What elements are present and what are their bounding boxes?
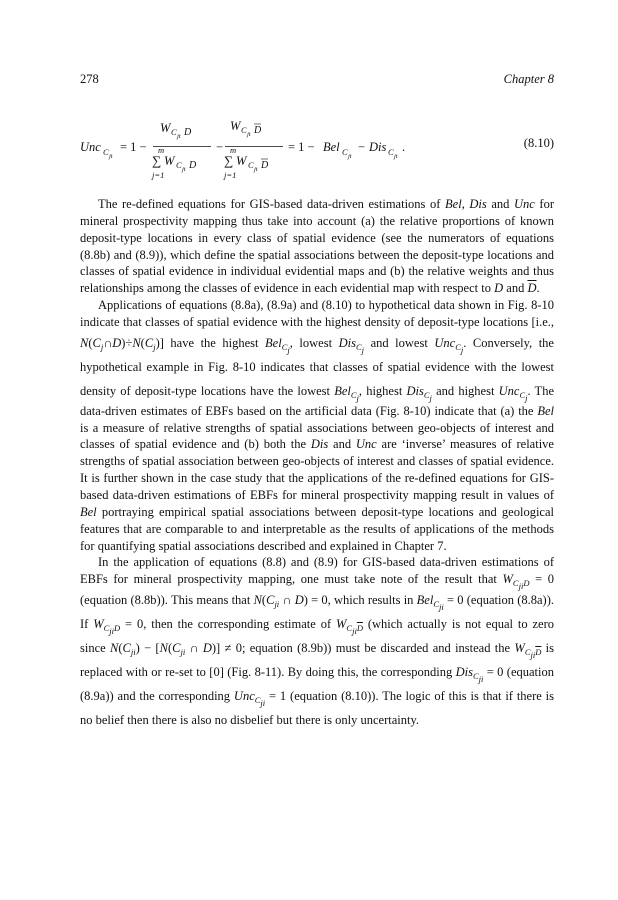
- svg-text:C: C: [388, 147, 394, 157]
- svg-text:Bel: Bel: [323, 140, 340, 154]
- svg-text:= 1 −: = 1 −: [288, 140, 315, 154]
- svg-text:W: W: [164, 154, 175, 168]
- svg-text:jt: jt: [182, 166, 186, 173]
- svg-text:jt: jt: [394, 153, 398, 160]
- svg-text:C: C: [342, 147, 348, 157]
- svg-text:m: m: [230, 145, 237, 155]
- svg-text:Dis: Dis: [369, 140, 387, 154]
- svg-text:−: −: [216, 140, 224, 154]
- running-header: Chapter 8: [503, 72, 554, 86]
- svg-text:jt: jt: [247, 131, 251, 138]
- svg-text:Unc: Unc: [80, 140, 101, 154]
- svg-text:j=1: j=1: [224, 170, 237, 180]
- svg-text:m: m: [158, 145, 165, 155]
- paragraph: In the application of equations (8.8) and (8.9) for GIS-based data-driven estimations of EBFs for mineral prospectivity mapping, one must take note of the result that $W_{C_{ji}D} = 0$ (equation (8.8b)). This means that $N(C_{ji}$ ∩ D) = 0, which results in Bel$_{C_{ji}}$ = 0 (equation (8.8a)). If $W_{C_{ji}D} = 0$, then the corresponding estimate of $W_{C_{ji}\overline{D}}$ (which actually is not equal to zero since $N(C_{ji}) - [N(C_{ji}$ ∩ D)] ≠ 0; equation (8.9b)) must be discarded and instead the $W_{C_{ji}\overline{D}}$ is replaced with or re-set to [0] (Fig. 8-11). By doing this, the corresponding Dis$_{C_{ji}}$ = 0 (equation (8.9a)) and the corresponding Unc$_{C_{ji}}$ = 1 (equation (8.10)). The logic of this is that if there is no belief then there is also no disbelief but there is only uncertainty.: [80, 555, 555, 728]
- body-text: [80, 196, 554, 732]
- svg-text:C: C: [248, 160, 254, 170]
- svg-text:C: C: [171, 127, 177, 137]
- svg-text:jt: jt: [109, 153, 113, 160]
- svg-text:j=1: j=1: [152, 170, 165, 180]
- svg-text:jt: jt: [177, 133, 181, 140]
- svg-text:W: W: [230, 119, 241, 133]
- svg-text:D: D: [184, 127, 192, 138]
- svg-text:.: .: [402, 140, 406, 154]
- svg-text:D: D: [254, 125, 262, 136]
- equation-8-10: [80, 118, 554, 180]
- paragraph: The re-defined equations for GIS-based data-driven estimations of Bel, Dis and Unc for mineral prospectivity mapping thus take into account (a) the relative proportions of known deposit-type locations in every class of spatial evidence (see the numerators of equations (8.8b) and (8.9)), which define the spatial associations between the deposit-type locations and classes of spatial evidence in individual evidential maps and (b) the relative weights and thus relationships among the classes of evidence in each evidential map with respect to D and $\overline{D}$.: [80, 197, 555, 296]
- svg-text:D: D: [189, 160, 197, 171]
- svg-text:= 1 −: = 1 −: [120, 140, 147, 154]
- svg-text:jt: jt: [348, 153, 352, 160]
- svg-text:D: D: [261, 160, 269, 171]
- paragraph: Applications of equations (8.8a), (8.9a) and (8.10) to hypothetical data shown in Fig. 8-10 indicate that classes of spatial evidence with the highest density of deposit-type locations [i.e., $N(C_j\cap D)\div N(C_j)$] have the highest Bel$_{C_j}$, lowest Dis$_{C_j}$ and lowest Unc$_{C_j}$. Conversely, the hypothetical example in Fig. 8-10 indicates that classes of spatial evidence with the lowest density of deposit-type locations have the lowest Bel$_{C_j}$, highest Dis$_{C_j}$ and highest Unc$_{C_j}$. The data-driven estimates of EBFs based on the artificial data (Fig. 8-10) indicate that (a) the Bel is a measure of relative strengths of spatial associations between geo-objects of interest and classes of spatial evidence and (b) both the Dis and Unc are ‘inverse’ measures of relative strengths of spatial association between geo-objects of interest and classes of spatial evidence. It is further shown in the case study that the applications of the re-defined equations for GIS-based data-driven estimations of EBFs for mineral prospectivity mapping result in values of Bel portraying empirical spatial associations between deposit-type locations and geological features that are comparable to and interpretable as the results of applications of the methods for quantifying spatial associations described and explained in Chapter 7.: [80, 298, 554, 553]
- equation-number: (8.10): [523, 136, 554, 150]
- page-number: 278: [80, 72, 99, 86]
- svg-text:jt: jt: [254, 166, 258, 173]
- svg-text:∑: ∑: [224, 153, 234, 168]
- svg-text:C: C: [241, 125, 247, 135]
- svg-text:∑: ∑: [152, 153, 162, 168]
- svg-text:−: −: [358, 140, 366, 154]
- svg-text:W: W: [160, 121, 171, 135]
- svg-text:C: C: [176, 160, 182, 170]
- svg-text:C: C: [103, 147, 109, 157]
- svg-text:W: W: [236, 154, 247, 168]
